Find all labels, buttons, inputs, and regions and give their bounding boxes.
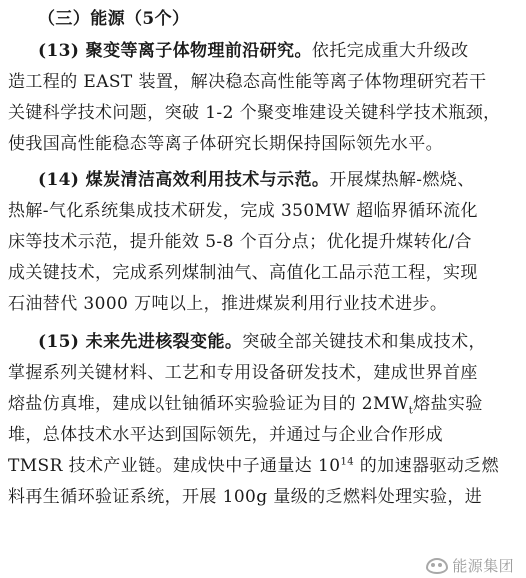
item-15-text: 突破全部关键技术和集成技术， — [242, 332, 486, 352]
item-13-text: 依托完成重大升级改 — [311, 41, 469, 61]
superscript-14: 14 — [340, 456, 354, 468]
watermark — [424, 555, 516, 576]
watermark-text: 能源集团 — [452, 557, 514, 575]
item-14-line-5: 石油替代 3000 万吨以上，推进煤炭利用行业技术进步。 — [8, 294, 448, 314]
item-15-title: (15) 未来先进核裂变能。 — [38, 332, 243, 352]
item-13-line-3: 关键科学技术问题，突破 1-2 个聚变堆建设关键科学技术瓶颈， — [8, 103, 501, 123]
item-13-line-2: 造工程的 EAST 装置，解决稳态高性能等离子体物理研究若干 — [8, 72, 487, 92]
section-heading: （三）能源（5个） — [38, 9, 190, 29]
item-13-first-line — [38, 36, 518, 66]
item-14-line-4: 成关键技术，完成系列煤制油气、高值化工品示范工程，实现 — [8, 263, 478, 283]
item-14-line-2: 热解-气化系统集成技术研发，完成 350MW 超临界循环流化 — [8, 201, 478, 221]
item-15-line-6 — [8, 482, 518, 512]
item-15-line-3 — [8, 389, 518, 419]
item-15-line-6-tail: 乏燃料处理实验，进 — [325, 487, 483, 507]
item-15-line-5 — [8, 451, 518, 481]
item-14-first-line — [38, 165, 518, 195]
item-15-line-2: 掌握系列关键材料、工艺和专用设备研发技术，建成世界首座 — [8, 363, 478, 383]
wechat-icon — [426, 558, 448, 574]
item-15-first-line — [38, 327, 518, 357]
item-14-title: (14) 煤炭清洁高效利用技术与示范。 — [38, 170, 330, 190]
item-15-line-4: 堆，总体技术水平达到国际领先，并通过与企业合作形成 — [8, 425, 443, 445]
subscript-t: t — [408, 405, 414, 417]
item-15-line-5-tail: 的加速器驱动乏燃 — [353, 456, 499, 476]
item-14-text: 开展煤热解-燃烧、 — [329, 170, 475, 190]
item-15-line-6-text: 料再生循环验证系统，开展 100g 量级的 — [8, 487, 326, 507]
item-15-line-3-text: 熔盐仿真堆，建成以钍铀循环实验验证为目的 2MW — [8, 394, 409, 414]
item-15-line-3-tail: 熔盐实验 — [413, 394, 483, 414]
item-15-line-5-text: TMSR 技术产业链。建成快中子通量达 10 — [8, 456, 341, 476]
item-14-line-3: 床等技术示范，提升能效 5-8 个百分点；优化提升煤转化/合 — [8, 232, 472, 252]
item-13-title: (13) 聚变等离子体物理前沿研究。 — [38, 41, 312, 61]
item-13-line-4: 使我国高性能稳态等离子体研究长期保持国际领先水平。 — [8, 134, 443, 154]
